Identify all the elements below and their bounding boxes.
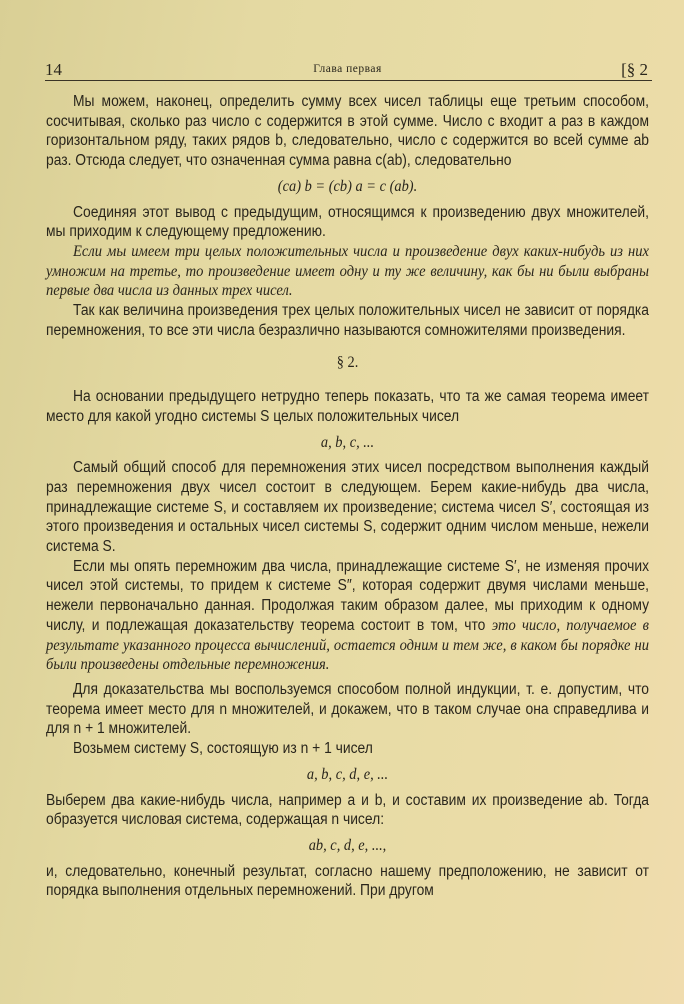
paragraph: Соединяя этот вывод с предыдущим, относящимся к произведению двух множителей, мы приходим к следующему предложению.	[46, 203, 649, 241]
paragraph: Выберем два какие-нибудь числа, например a и b, и составим их произведение ab. Тогда образуется числовая система, содержащая n чисел:	[46, 791, 649, 829]
paragraph: Для доказательства мы воспользуемся способом полной индукции, т. е. допустим, что теорема имеет место для n множителей, и докажем, что в таком случае она справедлива и для n + 1 множителей.	[46, 680, 649, 738]
paragraph-text: Если мы опять перемножим два числа, принадлежащие системе S′, не изменяя прочих чисел этой системы, то придем к системе S″, которая содержит двумя числами меньше, нежели первоначально данная. Продолжая таким образом далее, мы приходим к одному числу, и подлежащая доказательству теорема состоит в том, что	[46, 557, 649, 634]
section-marker: [§ 2	[621, 60, 648, 79]
paragraph: На основании предыдущего нетрудно теперь показать, что та же самая теорема имеет место для какой угодно системы S целых положительных чисел	[46, 388, 649, 425]
paragraph: и, следовательно, конечный результат, согласно нашему предположению, не зависит от порядка выполнения отдельных перемножений. При другом	[46, 862, 649, 900]
theorem-statement: это число, получаемое в результате указанного процесса вычислений, остается одним и тем же, в каком бы порядке ни были произведены отдельные перемножения.	[46, 615, 649, 674]
theorem-statement: Если мы имеем три целых положительных числа и произведение двух каких-нибудь из них умножим на третье, то произведение имеет одну и ту же величину, как бы ни были выбраны первые два числа из данных трех чисел.	[46, 241, 649, 300]
page-number: 14	[45, 60, 62, 79]
header-rule	[45, 80, 652, 81]
paragraph: Возьмем систему S, состоящую из n + 1 чисел	[73, 740, 373, 758]
formula: ab, c, d, e, ...,	[308, 836, 387, 854]
paragraph: Так как величина произведения трех целых положительных чисел не зависит от порядка перемножения, то все эти числа безразлично называются сомножителями произведения.	[46, 302, 649, 339]
running-header	[45, 60, 650, 80]
formula: a, b, c, d, e, ...	[306, 765, 389, 783]
section-heading: § 2.	[336, 354, 359, 372]
page-body	[46, 92, 649, 901]
chapter-title: Глава первая	[313, 63, 382, 75]
paragraph: Мы можем, наконец, определить сумму всех чисел таблицы еще третьим способом, сосчитывая, сколько раз число c содержится в этой сумме. Число c входит a раз в каждом горизонтальном ряду, таких рядов b, следовательно, число c содержится во всей сумме ab раз. Отсюда следует, что означенная сумма равна c(ab), следовательно	[46, 93, 649, 170]
paragraph: Самый общий способ для перемножения этих чисел посредством выполнения каждый раз перемножения двух чисел состоит в следующем. Берем какие-нибудь два числа, принадлежащие системе S, и составляем их произведение; система чисел S′, состоящая из этого произведения и остальных чисел системы S, содержит одним числом меньше, нежели система S.	[46, 459, 649, 556]
paragraph	[46, 557, 649, 675]
formula: (ca) b = (cb) a = c (ab).	[277, 177, 418, 195]
formula: a, b, c, ...	[320, 433, 375, 451]
